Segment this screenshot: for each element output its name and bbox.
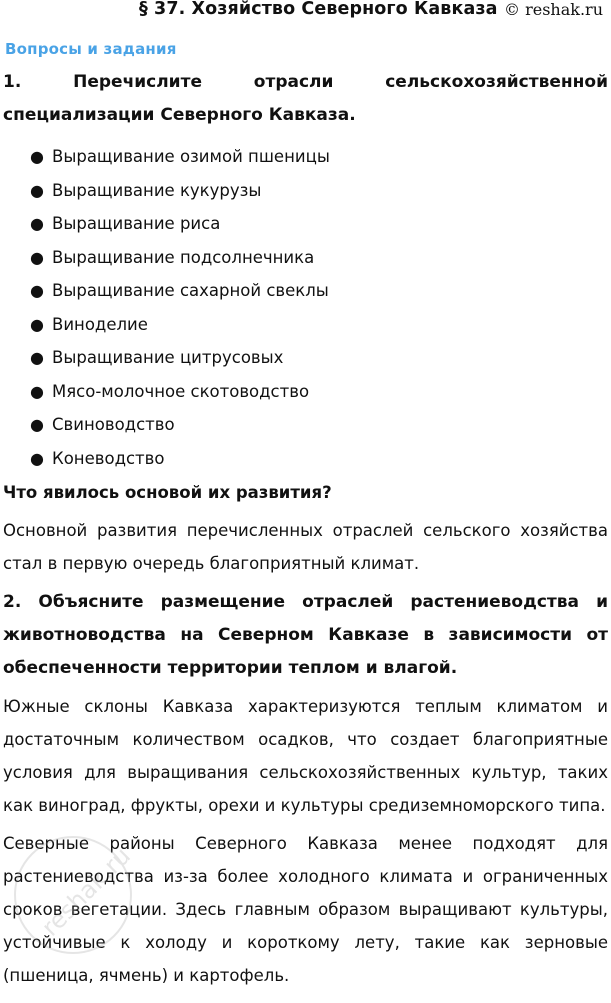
list-item-text: Выращивание подсолнечника (52, 247, 315, 267)
list-item (3, 140, 608, 174)
site-credit: © reshak.ru (504, 0, 603, 19)
bullet-icon: ● (30, 348, 44, 367)
list-item-text: Выращивание кукурузы (52, 180, 262, 200)
bullet-icon: ● (30, 247, 44, 267)
sub-question: Что явилось основой их развития? (3, 483, 332, 502)
bullet-icon: ● (30, 214, 44, 233)
list-item-text: Виноделие (52, 314, 148, 334)
list-item-text: Свиноводство (52, 415, 175, 434)
list-item (3, 207, 608, 241)
bullet-icon: ● (30, 381, 44, 401)
bullet-icon: ● (30, 415, 44, 434)
list-item (3, 341, 608, 375)
bullet-icon: ● (30, 147, 44, 166)
list-item (3, 308, 608, 342)
question-2: 2. Объясните размещение отраслей растениеводства и животноводства на Северном Кавказе в зависимости от обеспеченности территории теплом и влагой. (3, 592, 608, 678)
list-item-text: Коневодство (52, 448, 165, 468)
bullet-icon: ● (30, 281, 44, 300)
bullet-icon: ● (30, 180, 44, 200)
question-1: 1. Перечислите отрасли сельскохозяйственной специализации Северного Кавказа. (3, 72, 608, 125)
answer-paragraph: Основной развития перечисленных отраслей сельского хозяйства стал в первую очередь благоприятный климат. (3, 521, 608, 573)
list-item (3, 174, 608, 208)
list-item-text: Выращивание риса (52, 214, 221, 233)
list-item (3, 274, 608, 308)
list-item (3, 241, 608, 275)
watermark-text: reshak.ru (36, 841, 137, 942)
answer-paragraph-1: Южные склоны Кавказа характеризуются теплым климатом и достаточным количеством осадков, что создает благоприятные условия для выращивания сельскохозяйственных культур, таких как виноград, фрукты, орехи и культуры средиземноморского типа. (3, 697, 608, 815)
list-item-text: Мясо-молочное скотоводство (52, 381, 310, 401)
list-item-text: Выращивание озимой пшеницы (52, 147, 330, 166)
answer-list (3, 140, 608, 475)
bullet-icon: ● (30, 314, 44, 334)
answer-paragraph-2: Северные районы Северного Кавказа менее подходят для растениеводства из-за более холодного климата и ограниченных сроков вегетации. Здесь главным образом выращивают культуры, устойчивые к холоду и короткому лету, такие как зерновые (пшеница, ячмень) и картофель. (3, 834, 608, 985)
list-item (3, 442, 608, 476)
page-header (3, 0, 608, 28)
page-title: § 37. Хозяйство Северного Кавказа (139, 0, 498, 19)
bullet-icon: ● (30, 448, 44, 468)
list-item (3, 408, 608, 442)
list-item-text: Выращивание цитрусовых (52, 348, 284, 367)
list-item-text: Выращивание сахарной свеклы (52, 281, 329, 300)
list-item (3, 375, 608, 409)
section-label: Вопросы и задания (5, 40, 177, 58)
